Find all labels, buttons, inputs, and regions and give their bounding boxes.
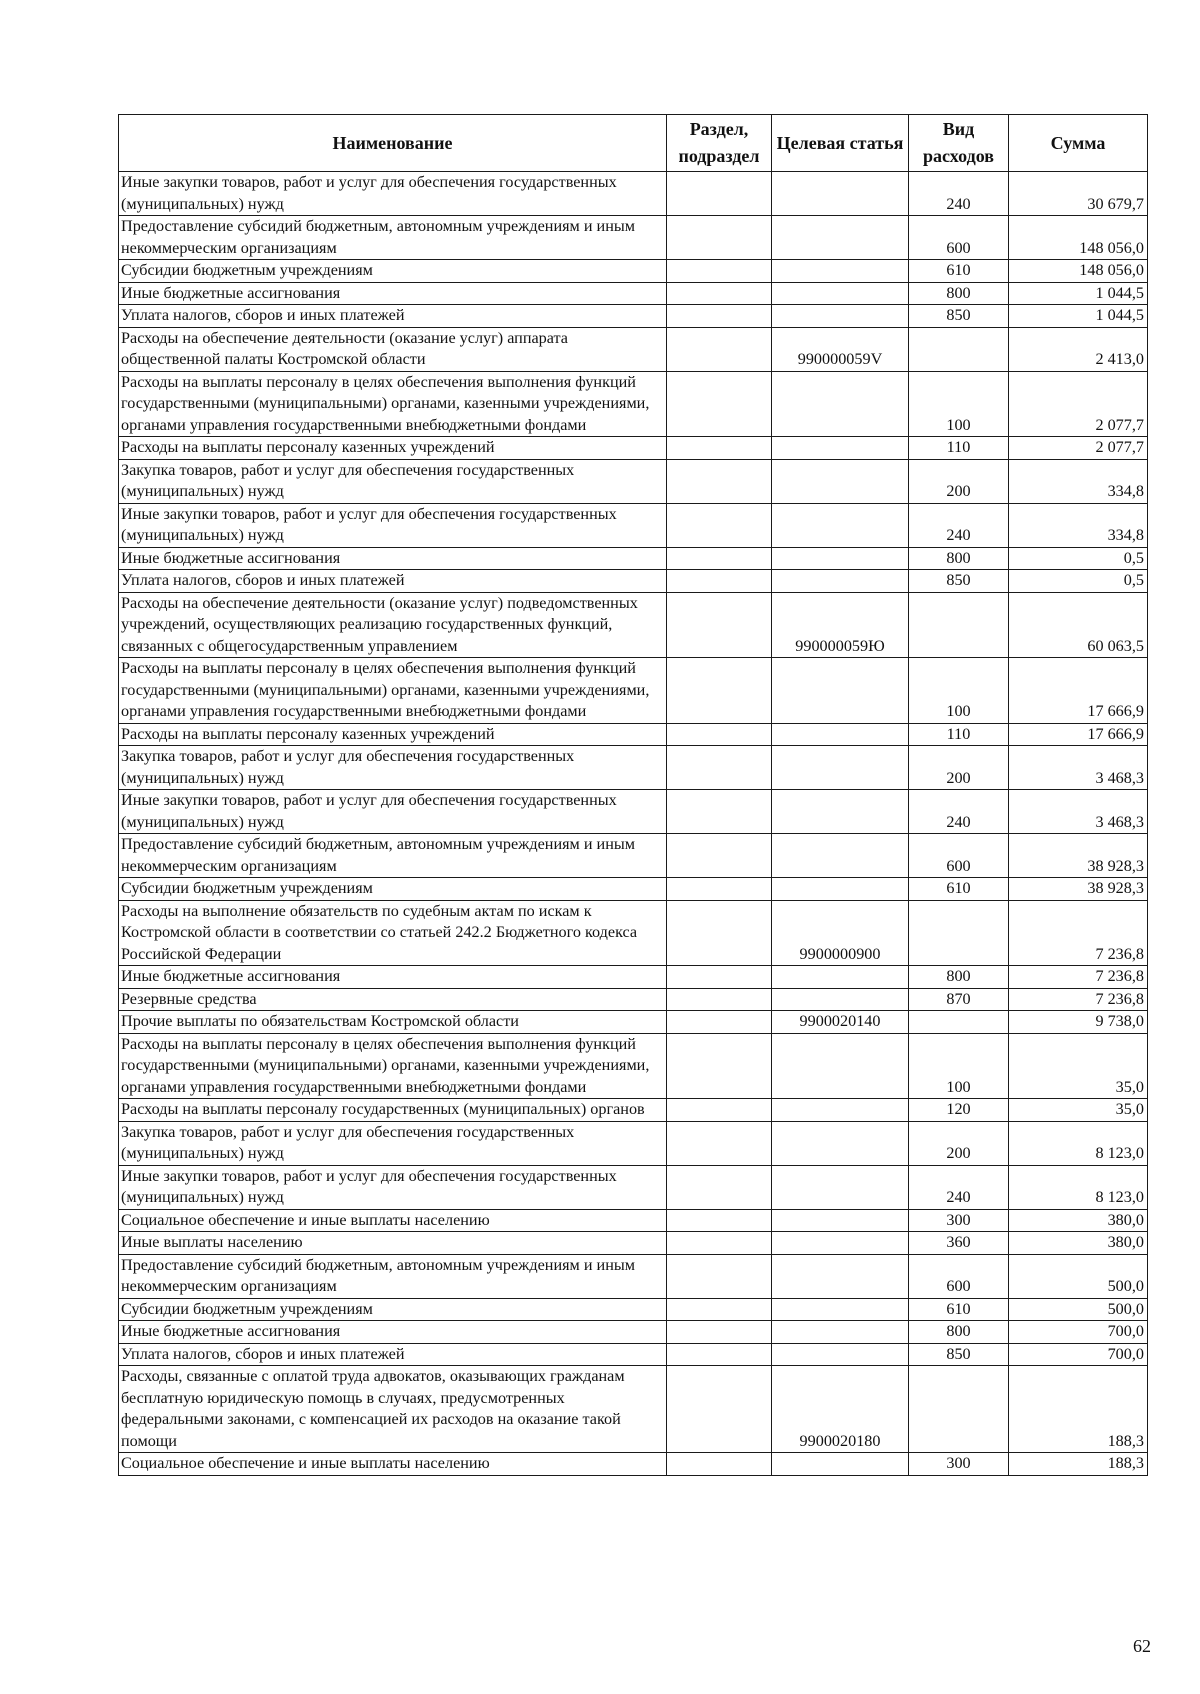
cell-target — [772, 1321, 909, 1344]
table-row — [119, 988, 1148, 1011]
cell-amount: 500,0 — [1009, 1254, 1148, 1298]
table-row — [119, 371, 1148, 437]
cell-section — [667, 570, 772, 593]
cell-target — [772, 570, 909, 593]
cell-amount: 700,0 — [1009, 1321, 1148, 1344]
cell-section — [667, 327, 772, 371]
cell-name: Предоставление субсидий бюджетным, автономным учреждениям и иным некоммерческим организациям — [119, 834, 667, 878]
cell-type: 200 — [909, 459, 1009, 503]
cell-section — [667, 1121, 772, 1165]
cell-target: 9900000900 — [772, 900, 909, 966]
cell-amount: 0,5 — [1009, 570, 1148, 593]
cell-target — [772, 1121, 909, 1165]
header-target: Целевая статья — [772, 115, 909, 172]
header-name: Наименование — [119, 115, 667, 172]
cell-section — [667, 1298, 772, 1321]
cell-target — [772, 746, 909, 790]
table-row — [119, 1366, 1148, 1453]
cell-target — [772, 723, 909, 746]
cell-name: Предоставление субсидий бюджетным, автономным учреждениям и иным некоммерческим организациям — [119, 216, 667, 260]
cell-section — [667, 790, 772, 834]
cell-amount: 3 468,3 — [1009, 746, 1148, 790]
cell-section — [667, 1343, 772, 1366]
cell-section — [667, 371, 772, 437]
cell-target — [772, 988, 909, 1011]
cell-target — [772, 878, 909, 901]
cell-type: 870 — [909, 988, 1009, 1011]
cell-section — [667, 1099, 772, 1122]
cell-name: Уплата налогов, сборов и иных платежей — [119, 570, 667, 593]
page-number: 62 — [1133, 1636, 1151, 1656]
cell-name: Прочие выплаты по обязательствам Костромской области — [119, 1011, 667, 1034]
cell-target — [772, 658, 909, 724]
cell-name: Закупка товаров, работ и услуг для обеспечения государственных (муниципальных) нужд — [119, 459, 667, 503]
cell-target — [772, 1298, 909, 1321]
cell-name: Закупка товаров, работ и услуг для обеспечения государственных (муниципальных) нужд — [119, 1121, 667, 1165]
cell-target — [772, 503, 909, 547]
cell-target: 990000059Ю — [772, 592, 909, 658]
cell-section — [667, 1254, 772, 1298]
cell-target — [772, 1033, 909, 1099]
cell-type: 120 — [909, 1099, 1009, 1122]
cell-type: 110 — [909, 723, 1009, 746]
cell-section — [667, 988, 772, 1011]
cell-name: Предоставление субсидий бюджетным, автономным учреждениям и иным некоммерческим организациям — [119, 1254, 667, 1298]
cell-amount: 9 738,0 — [1009, 1011, 1148, 1034]
cell-name: Иные закупки товаров, работ и услуг для обеспечения государственных (муниципальных) нужд — [119, 1165, 667, 1209]
table-row — [119, 834, 1148, 878]
cell-name: Расходы на выполнение обязательств по судебным актам по искам к Костромской области в соответствии со статьей 242.2 Бюджетного кодекса Российской Федерации — [119, 900, 667, 966]
cell-name: Расходы на выплаты персоналу казенных учреждений — [119, 437, 667, 460]
cell-type: 850 — [909, 305, 1009, 328]
cell-name: Субсидии бюджетным учреждениям — [119, 1298, 667, 1321]
table-row — [119, 1011, 1148, 1034]
cell-type: 240 — [909, 790, 1009, 834]
cell-amount: 380,0 — [1009, 1232, 1148, 1255]
cell-type: 800 — [909, 547, 1009, 570]
cell-name: Расходы, связанные с оплатой труда адвокатов, оказывающих гражданам бесплатную юридическую помощь в случаях, предусмотренных федеральными законами, с компенсацией их расходов на оказание такой помощи — [119, 1366, 667, 1453]
cell-target — [772, 260, 909, 283]
cell-target — [772, 1254, 909, 1298]
cell-name: Расходы на выплаты персоналу государственных (муниципальных) органов — [119, 1099, 667, 1122]
header-row — [119, 115, 1148, 172]
cell-target — [772, 547, 909, 570]
cell-section — [667, 216, 772, 260]
cell-amount: 148 056,0 — [1009, 216, 1148, 260]
cell-amount: 60 063,5 — [1009, 592, 1148, 658]
cell-name: Уплата налогов, сборов и иных платежей — [119, 305, 667, 328]
cell-type: 800 — [909, 1321, 1009, 1344]
table-row — [119, 547, 1148, 570]
table-row — [119, 327, 1148, 371]
table-row — [119, 459, 1148, 503]
cell-amount: 3 468,3 — [1009, 790, 1148, 834]
cell-name: Социальное обеспечение и иные выплаты населению — [119, 1209, 667, 1232]
cell-amount: 1 044,5 — [1009, 282, 1148, 305]
cell-amount: 500,0 — [1009, 1298, 1148, 1321]
cell-section — [667, 878, 772, 901]
cell-amount: 2 077,7 — [1009, 371, 1148, 437]
cell-section — [667, 723, 772, 746]
cell-amount: 38 928,3 — [1009, 878, 1148, 901]
cell-type: 610 — [909, 1298, 1009, 1321]
cell-type — [909, 592, 1009, 658]
table-row — [119, 1232, 1148, 1255]
cell-type: 240 — [909, 503, 1009, 547]
cell-type — [909, 900, 1009, 966]
cell-type: 600 — [909, 1254, 1009, 1298]
table-row — [119, 503, 1148, 547]
cell-amount: 334,8 — [1009, 459, 1148, 503]
table-row — [119, 1254, 1148, 1298]
cell-section — [667, 746, 772, 790]
header-type: Вид расходов — [909, 115, 1009, 172]
cell-type: 100 — [909, 658, 1009, 724]
table-row — [119, 172, 1148, 216]
cell-section — [667, 1165, 772, 1209]
cell-section — [667, 172, 772, 216]
cell-name: Расходы на выплаты персоналу казенных учреждений — [119, 723, 667, 746]
cell-section — [667, 547, 772, 570]
cell-target — [772, 216, 909, 260]
cell-target — [772, 1232, 909, 1255]
cell-section — [667, 305, 772, 328]
table-row — [119, 900, 1148, 966]
cell-amount: 700,0 — [1009, 1343, 1148, 1366]
cell-target — [772, 966, 909, 989]
cell-type: 600 — [909, 216, 1009, 260]
table-row — [119, 966, 1148, 989]
cell-section — [667, 1232, 772, 1255]
table-row — [119, 658, 1148, 724]
cell-target — [772, 1453, 909, 1476]
cell-target — [772, 834, 909, 878]
cell-type: 200 — [909, 746, 1009, 790]
cell-section — [667, 900, 772, 966]
cell-amount: 17 666,9 — [1009, 658, 1148, 724]
cell-target — [772, 305, 909, 328]
cell-section — [667, 459, 772, 503]
cell-name: Иные бюджетные ассигнования — [119, 966, 667, 989]
table-row — [119, 1298, 1148, 1321]
cell-amount: 188,3 — [1009, 1366, 1148, 1453]
cell-type — [909, 1366, 1009, 1453]
cell-amount: 30 679,7 — [1009, 172, 1148, 216]
table-row — [119, 260, 1148, 283]
cell-amount: 7 236,8 — [1009, 988, 1148, 1011]
cell-type: 300 — [909, 1453, 1009, 1476]
cell-name: Уплата налогов, сборов и иных платежей — [119, 1343, 667, 1366]
cell-target: 9900020140 — [772, 1011, 909, 1034]
cell-amount: 7 236,8 — [1009, 900, 1148, 966]
cell-name: Социальное обеспечение и иные выплаты населению — [119, 1453, 667, 1476]
table-body — [119, 172, 1148, 1476]
table-row — [119, 746, 1148, 790]
cell-amount: 8 123,0 — [1009, 1165, 1148, 1209]
cell-section — [667, 1209, 772, 1232]
cell-target: 990000059V — [772, 327, 909, 371]
cell-target — [772, 459, 909, 503]
cell-section — [667, 1321, 772, 1344]
cell-type: 200 — [909, 1121, 1009, 1165]
cell-name: Расходы на выплаты персоналу в целях обеспечения выполнения функций государственными (муниципальными) органами, казенными учреждениями, органами управления государственными внебюджетными фондами — [119, 371, 667, 437]
cell-type: 850 — [909, 570, 1009, 593]
cell-section — [667, 592, 772, 658]
cell-type: 850 — [909, 1343, 1009, 1366]
table-row — [119, 282, 1148, 305]
cell-amount: 380,0 — [1009, 1209, 1148, 1232]
table-row — [119, 1121, 1148, 1165]
cell-amount: 38 928,3 — [1009, 834, 1148, 878]
cell-section — [667, 437, 772, 460]
cell-target — [772, 1165, 909, 1209]
cell-target — [772, 1209, 909, 1232]
header-amount: Сумма — [1009, 115, 1148, 172]
cell-name: Иные бюджетные ассигнования — [119, 1321, 667, 1344]
cell-section — [667, 1011, 772, 1034]
cell-name: Иные закупки товаров, работ и услуг для обеспечения государственных (муниципальных) нужд — [119, 503, 667, 547]
cell-amount: 7 236,8 — [1009, 966, 1148, 989]
cell-type: 600 — [909, 834, 1009, 878]
table-row — [119, 1343, 1148, 1366]
table-row — [119, 570, 1148, 593]
cell-target — [772, 437, 909, 460]
cell-type: 800 — [909, 282, 1009, 305]
table-row — [119, 437, 1148, 460]
cell-type: 300 — [909, 1209, 1009, 1232]
cell-amount: 188,3 — [1009, 1453, 1148, 1476]
cell-type — [909, 327, 1009, 371]
cell-name: Иные бюджетные ассигнования — [119, 282, 667, 305]
cell-target — [772, 282, 909, 305]
cell-name: Иные бюджетные ассигнования — [119, 547, 667, 570]
cell-amount: 2 077,7 — [1009, 437, 1148, 460]
cell-target — [772, 172, 909, 216]
cell-type: 360 — [909, 1232, 1009, 1255]
cell-section — [667, 834, 772, 878]
cell-amount: 334,8 — [1009, 503, 1148, 547]
cell-amount: 17 666,9 — [1009, 723, 1148, 746]
table-row — [119, 216, 1148, 260]
cell-name: Иные выплаты населению — [119, 1232, 667, 1255]
cell-section — [667, 1033, 772, 1099]
table-row — [119, 592, 1148, 658]
cell-amount: 35,0 — [1009, 1099, 1148, 1122]
table-row — [119, 878, 1148, 901]
cell-target — [772, 1099, 909, 1122]
cell-section — [667, 260, 772, 283]
cell-amount: 1 044,5 — [1009, 305, 1148, 328]
table-row — [119, 1453, 1148, 1476]
cell-type: 240 — [909, 1165, 1009, 1209]
cell-amount: 148 056,0 — [1009, 260, 1148, 283]
cell-section — [667, 966, 772, 989]
cell-section — [667, 658, 772, 724]
cell-amount: 35,0 — [1009, 1033, 1148, 1099]
cell-amount: 0,5 — [1009, 547, 1148, 570]
cell-type — [909, 1011, 1009, 1034]
cell-name: Иные закупки товаров, работ и услуг для обеспечения государственных (муниципальных) нужд — [119, 790, 667, 834]
cell-amount: 2 413,0 — [1009, 327, 1148, 371]
cell-type: 100 — [909, 1033, 1009, 1099]
cell-section — [667, 1453, 772, 1476]
cell-name: Расходы на обеспечение деятельности (оказание услуг) аппарата общественной палаты Костромской области — [119, 327, 667, 371]
cell-section — [667, 282, 772, 305]
table-row — [119, 1321, 1148, 1344]
table-row — [119, 305, 1148, 328]
table-row — [119, 723, 1148, 746]
cell-target — [772, 371, 909, 437]
table-row — [119, 790, 1148, 834]
cell-type: 610 — [909, 260, 1009, 283]
cell-name: Расходы на выплаты персоналу в целях обеспечения выполнения функций государственными (муниципальными) органами, казенными учреждениями, органами управления государственными внебюджетными фондами — [119, 1033, 667, 1099]
cell-name: Расходы на выплаты персоналу в целях обеспечения выполнения функций государственными (муниципальными) органами, казенными учреждениями, органами управления государственными внебюджетными фондами — [119, 658, 667, 724]
table-row — [119, 1033, 1148, 1099]
cell-type: 110 — [909, 437, 1009, 460]
cell-name: Расходы на обеспечение деятельности (оказание услуг) подведомственных учреждений, осуществляющих реализацию государственных функций, связанных с общегосударственным управлением — [119, 592, 667, 658]
table-row — [119, 1099, 1148, 1122]
cell-name: Субсидии бюджетным учреждениям — [119, 878, 667, 901]
cell-type: 800 — [909, 966, 1009, 989]
cell-type: 100 — [909, 371, 1009, 437]
cell-target — [772, 790, 909, 834]
table-row — [119, 1165, 1148, 1209]
header-section: Раздел, подраздел — [667, 115, 772, 172]
cell-target — [772, 1343, 909, 1366]
cell-section — [667, 503, 772, 547]
cell-target: 9900020180 — [772, 1366, 909, 1453]
cell-name: Иные закупки товаров, работ и услуг для обеспечения государственных (муниципальных) нужд — [119, 172, 667, 216]
cell-amount: 8 123,0 — [1009, 1121, 1148, 1165]
cell-type: 240 — [909, 172, 1009, 216]
budget-table — [118, 114, 1148, 1476]
cell-name: Закупка товаров, работ и услуг для обеспечения государственных (муниципальных) нужд — [119, 746, 667, 790]
cell-section — [667, 1366, 772, 1453]
cell-type: 610 — [909, 878, 1009, 901]
cell-name: Субсидии бюджетным учреждениям — [119, 260, 667, 283]
cell-name: Резервные средства — [119, 988, 667, 1011]
table-row — [119, 1209, 1148, 1232]
